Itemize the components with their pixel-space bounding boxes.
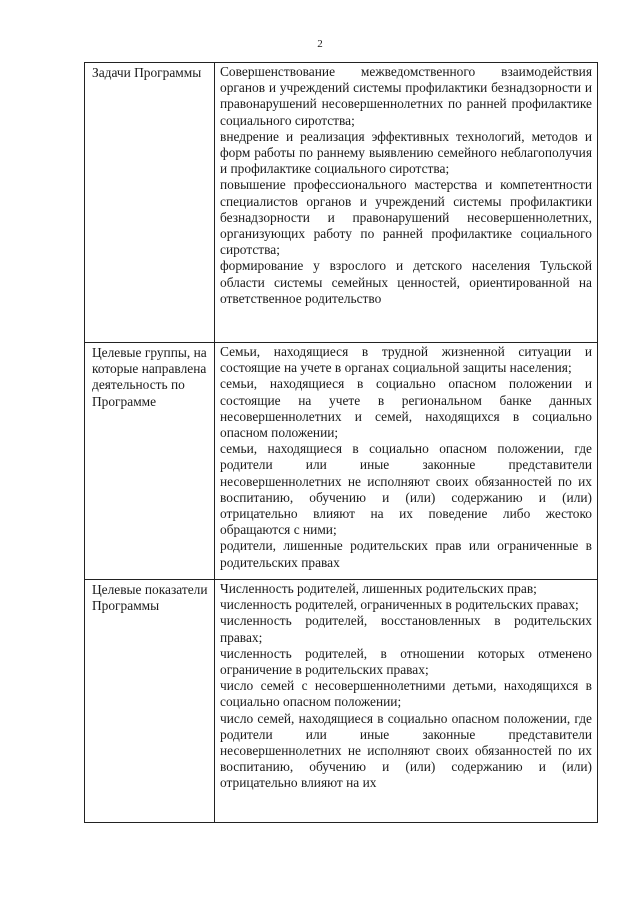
program-passport-table (84, 62, 598, 823)
paragraph: численность родителей, в отношении которых отменено ограничение в родительских правах; (220, 645, 592, 678)
row-label-cell (85, 580, 215, 823)
paragraph: Численность родителей, лишенных родительских прав; (220, 581, 537, 596)
row-content-cell (215, 343, 598, 580)
row-label: Задачи Программы (92, 65, 202, 80)
table-row-target-indicators (85, 580, 598, 823)
paragraph: повышение профессионального мастерства и компетентности специалистов органов и учреждений системы профилактики безнадзорности и правонарушений несовершеннолетних, организующих работу по ранней профилактике социального сиротства; (220, 177, 592, 258)
table-row-target-groups (85, 343, 598, 580)
row-label-cell (85, 63, 215, 343)
page-number: 2 (317, 38, 323, 50)
paragraph: формирование у взрослого и детского населения Тульской области системы семейных ценностей, ориентированной на ответственное родительство (220, 258, 592, 306)
paragraph: число семей с несовершеннолетними детьми, находящихся в социально опасном положении; (220, 678, 592, 710)
row-content-cell (215, 580, 598, 823)
paragraph: Семьи, находящиеся в трудной жизненной ситуации и состоящие на учете в органах социальной защиты населения; (220, 344, 592, 376)
row-label: Целевые группы, на которые направлена деятельность по Программе (92, 345, 207, 409)
table-row-tasks (85, 63, 598, 343)
paragraph: численность родителей, ограниченных в родительских правах; (220, 597, 579, 613)
paragraph: родители, лишенные родительских прав или ограниченные в родительских правах (220, 538, 592, 570)
row-label-cell (85, 343, 215, 580)
paragraph: Совершенствование межведомственного взаимодействия органов и учреждений системы профилактики безнадзорности и правонарушений несовершеннолетних по ранней профилактике социального сиротства; (220, 64, 592, 128)
paragraph: семьи, находящиеся в социально опасном положении и состоящие на учете в региональном банке данных несовершеннолетних и семей, находящихся в социально опасном положении; (220, 376, 592, 441)
content-clip (220, 581, 592, 821)
paragraph: внедрение и реализация эффективных технологий, методов и форм работы по раннему выявлению семейного неблагополучия и профилактике социального сиротства; (220, 128, 592, 177)
row-label: Целевые показатели Программы (92, 582, 208, 614)
paragraph: численность родителей, восстановленных в родительских правах; (220, 613, 592, 645)
row-content-cell (215, 63, 598, 343)
paragraph: число семей, находящиеся в социально опасном положении, где родители или иные законные представители несовершеннолетних не исполняют своих обязанностей по их воспитанию, обучению и (или) содержанию и (или) отрицательно влияют на их (220, 710, 592, 791)
paragraph: семьи, находящиеся в социально опасном положении, где родители или иные законные представители несовершеннолетних не исполняют своих обязанностей по их воспитанию, обучению и (или) содержанию и (или) отрицательно влияют на их поведение либо жестоко обращаются с ними; (220, 441, 592, 538)
